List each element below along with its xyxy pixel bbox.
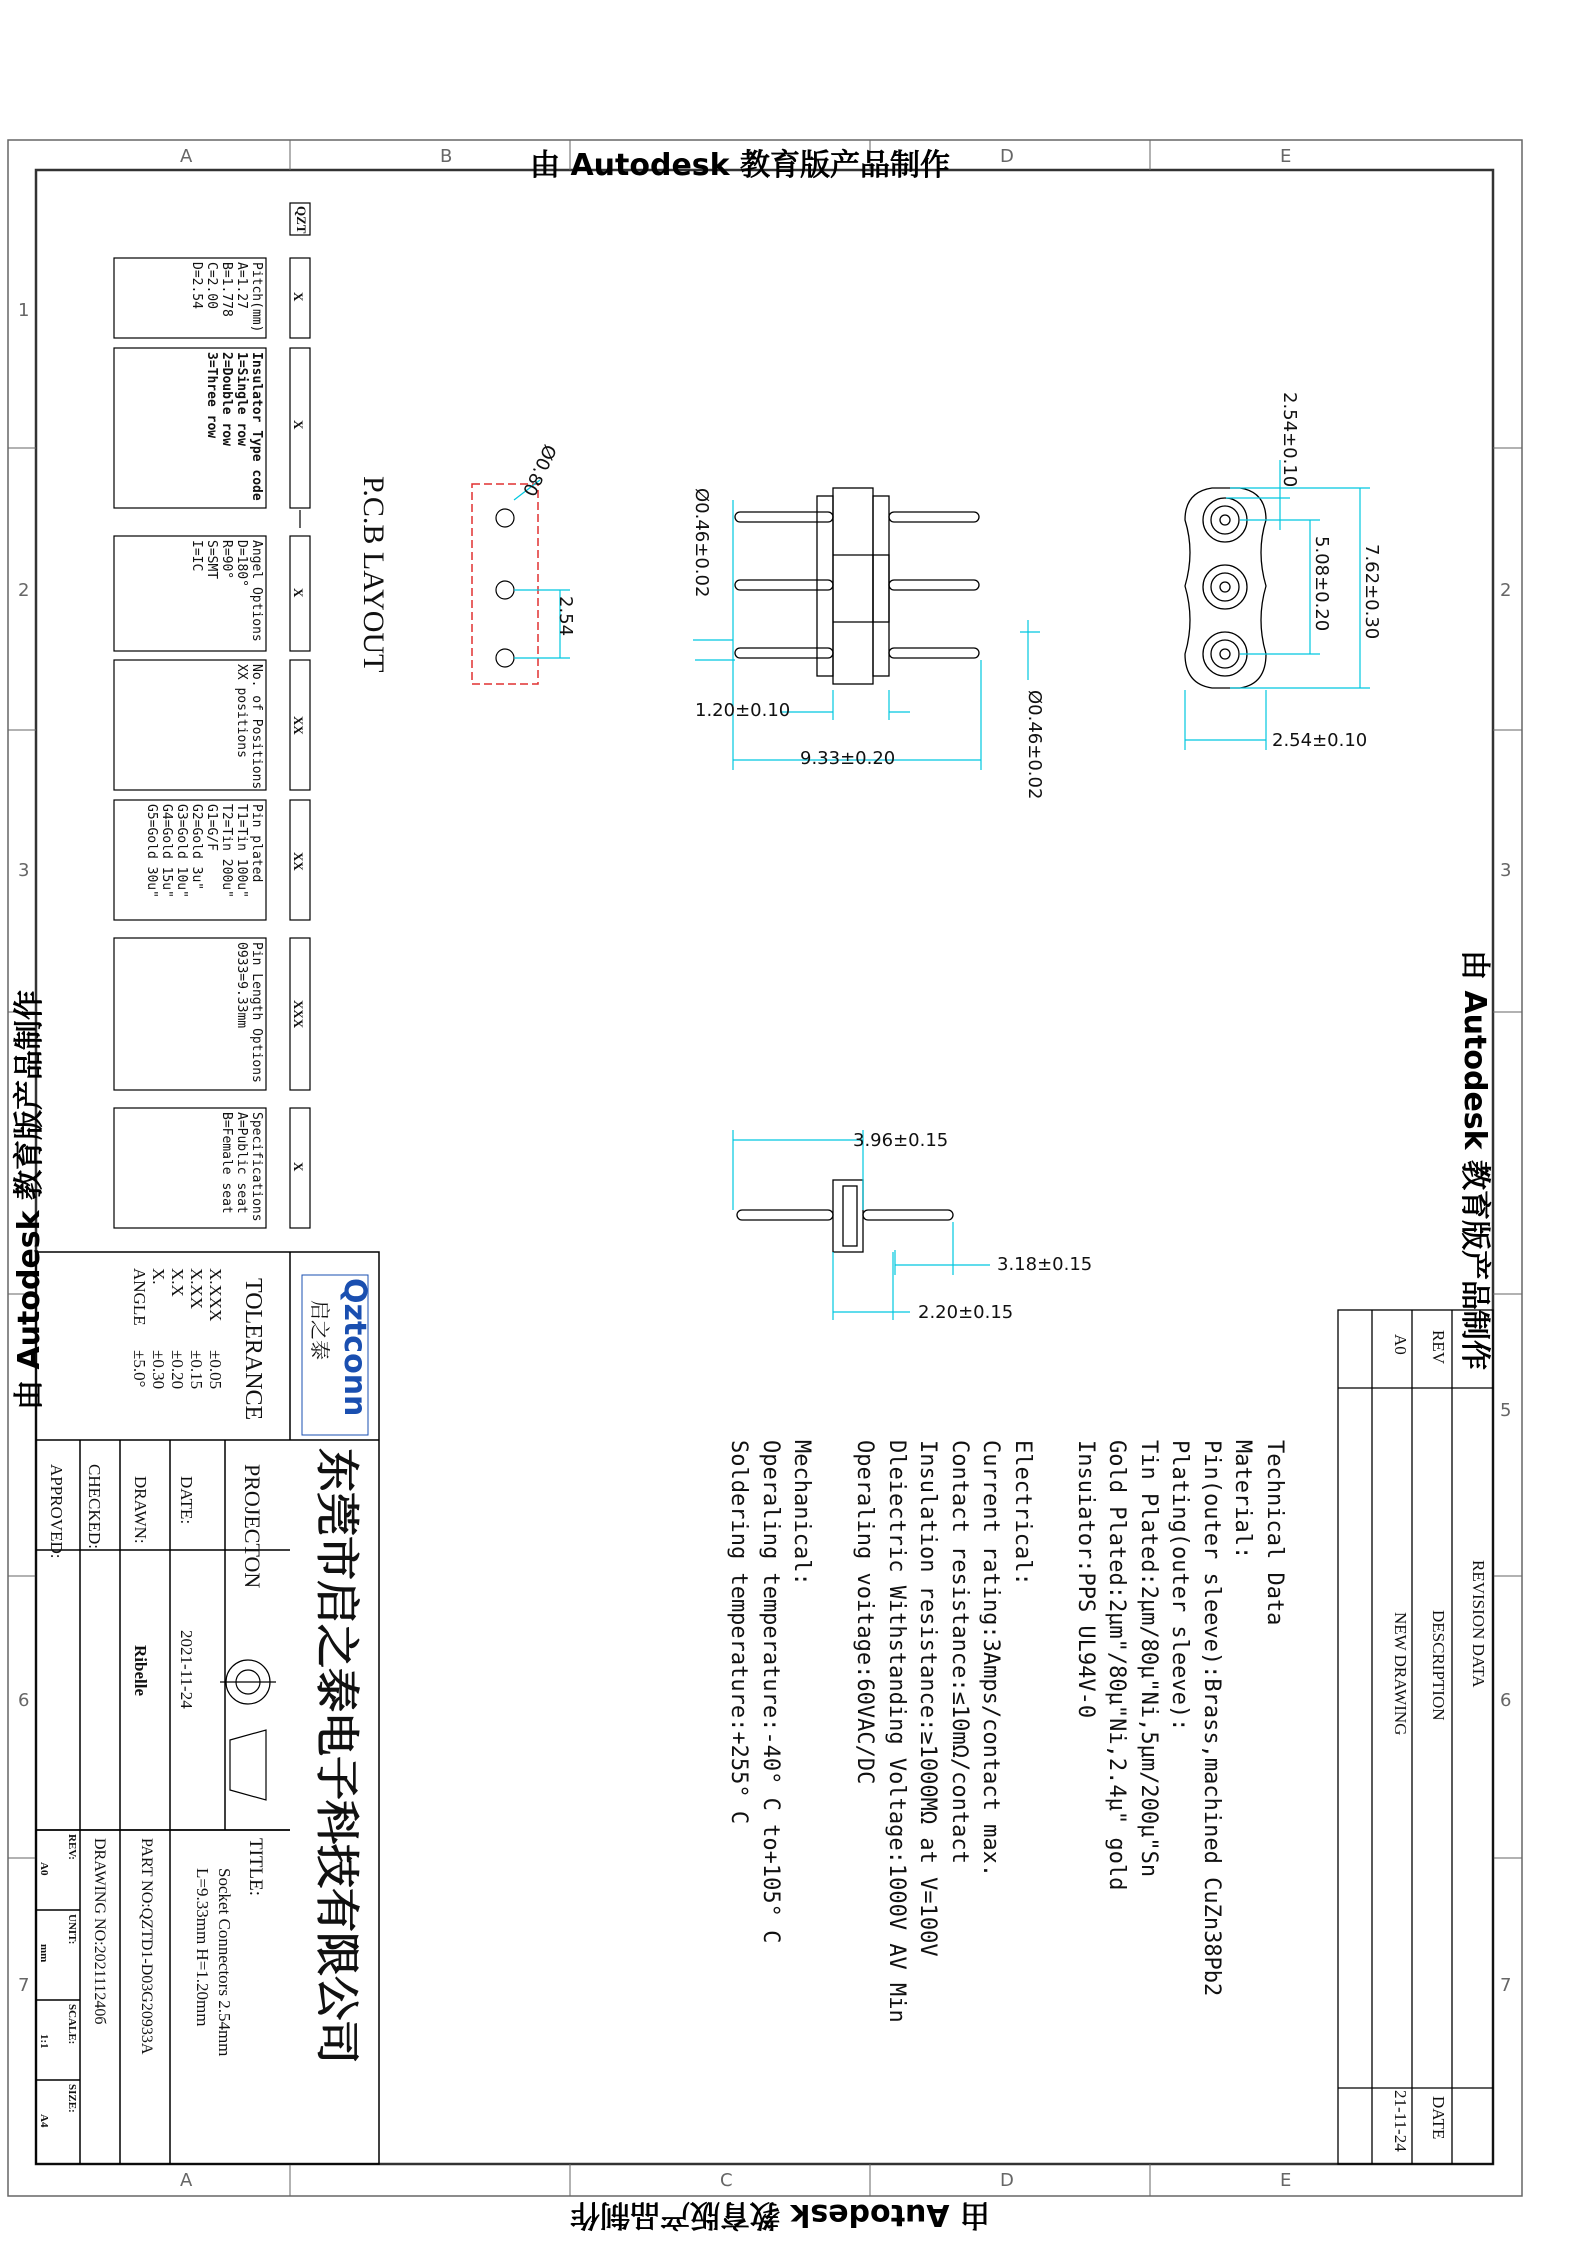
pcb-holes bbox=[496, 509, 514, 667]
dim-front-spacing: 5.08±0.20 bbox=[1311, 536, 1332, 632]
zone-number-2-right: 2 bbox=[1500, 580, 1512, 601]
zone-number-1: 1 bbox=[18, 300, 30, 321]
zone-number-7: 7 bbox=[18, 1975, 30, 1996]
part-code-spec: X bbox=[291, 1162, 306, 1172]
option-length: Pin Length Options 0933=9.33mm bbox=[234, 942, 264, 1083]
technical-data-line: Material: bbox=[1230, 1440, 1256, 1560]
checked-label: CHECKED: bbox=[85, 1464, 104, 1549]
option-positions: No. of Positions XX positions bbox=[234, 664, 264, 790]
tolerance-format: X.XX bbox=[187, 1268, 206, 1310]
technical-data-line: Mechanical: bbox=[789, 1440, 815, 1586]
approved-label: APPROVED: bbox=[47, 1464, 66, 1559]
rev-value: A0 bbox=[38, 1862, 50, 1876]
watermark-top: 由 Autodesk 教育版产品制作 bbox=[530, 148, 951, 183]
date-value: 2021-11-24 bbox=[177, 1630, 196, 1709]
zone-letter-a-bottom: A bbox=[180, 2170, 193, 2191]
projection-symbol bbox=[220, 1660, 276, 1800]
zone-number-2: 2 bbox=[18, 580, 30, 601]
drawing-number: DRAWING NO:202111240б bbox=[91, 1838, 108, 2025]
technical-data-line: Contact resistance:≤10mΩ/contact bbox=[947, 1440, 972, 1864]
tolerance-row bbox=[187, 1268, 206, 1389]
tolerance-value: ±5.0° bbox=[130, 1350, 149, 1388]
scale-label: SCALE: bbox=[66, 2004, 78, 2045]
tolerance-row bbox=[149, 1268, 168, 1389]
tolerance-value: ±0.30 bbox=[149, 1350, 168, 1390]
tolerance-title: TOLERANCE bbox=[240, 1278, 266, 1421]
unit-label: UNIT: bbox=[66, 1914, 78, 1945]
pcb-pitch: 2.54 bbox=[555, 596, 576, 637]
revision-header-description: DESCRIPTION bbox=[1429, 1610, 1448, 1721]
company-name: 东莞市启之泰电子科技有限公司 bbox=[311, 1448, 362, 2064]
single-pin-dims bbox=[733, 1130, 990, 1320]
pcb-layout-box bbox=[472, 484, 538, 684]
size-value: A4 bbox=[38, 2114, 50, 2128]
drawn-label: DRAWN: bbox=[131, 1476, 150, 1544]
dim-side-head: 2.20±0.15 bbox=[918, 1302, 1014, 1323]
dim-pin-length: 9.33±0.20 bbox=[800, 748, 896, 769]
technical-data-line: Operaling temperature:-40° C to+105° C bbox=[758, 1440, 783, 1944]
technical-data-line: Technical Data bbox=[1262, 1440, 1287, 1626]
front-view-connector bbox=[1185, 488, 1266, 688]
technical-data-line: Pin(outer sleeve):Brass,machined CuZn38Pb2 bbox=[1199, 1440, 1224, 1997]
dim-pin-dia-right: Ø0.46±0.02 bbox=[1024, 690, 1045, 800]
tolerance-row bbox=[130, 1268, 149, 1389]
zone-number-6: 6 bbox=[18, 1690, 30, 1711]
zone-number-5-right: 5 bbox=[1500, 1400, 1512, 1421]
technical-data-line: Current rating:3Amps/contact max. bbox=[978, 1440, 1004, 1878]
zone-letter-a: A bbox=[180, 146, 193, 167]
option-angle: Angel Options D=180° R=90° S=SMT I=IC bbox=[189, 540, 264, 642]
zone-letter-e: E bbox=[1280, 146, 1292, 167]
revision-rev-value: A0 bbox=[1391, 1334, 1410, 1355]
drawn-value: Ribelle bbox=[131, 1645, 150, 1696]
option-spec: Specifications A=Public seat B=Female seat bbox=[219, 1112, 264, 1222]
zone-number-3-right: 3 bbox=[1500, 860, 1512, 881]
dim-front-length: 7.62±0.30 bbox=[1361, 544, 1382, 640]
tolerance-row bbox=[168, 1268, 187, 1389]
title-label: TITLE: bbox=[245, 1838, 266, 1897]
scale-value: 1:1 bbox=[38, 2034, 50, 2049]
zone-letter-d: D bbox=[1000, 146, 1014, 167]
option-insulator: Insulator Type code 1=Single row 2=Double row 3=Three row bbox=[204, 352, 264, 501]
revision-description-value: NEW DRAWING bbox=[1391, 1612, 1410, 1736]
date-label: DATE: bbox=[177, 1476, 196, 1525]
part-code-insulator: X bbox=[291, 420, 306, 430]
revision-date-value: 21-11-24 bbox=[1391, 2090, 1410, 2152]
revision-title: REVISION DATA bbox=[1469, 1560, 1488, 1688]
single-pin-view bbox=[737, 1180, 953, 1252]
dim-side-tail: 3.18±0.15 bbox=[997, 1254, 1093, 1275]
zone-letter-e-bottom: E bbox=[1280, 2170, 1292, 2191]
part-code-angle: X bbox=[291, 588, 306, 598]
zone-letter-b: B bbox=[440, 146, 453, 167]
part-code-prefix: QZT bbox=[294, 206, 309, 234]
part-code-positions: XX bbox=[291, 716, 306, 735]
watermark-right: 由 Autodesk 教育版产品制作 bbox=[1457, 950, 1492, 1371]
tolerance-row bbox=[206, 1268, 225, 1389]
title-line-2: L=9.33mm H=1.20mm bbox=[193, 1868, 212, 2027]
watermark-left: 由 Autodesk 教育版产品制作 bbox=[12, 989, 47, 1410]
dim-pin-dia-left: Ø0.46±0.02 bbox=[691, 488, 712, 598]
size-label: SIZE: bbox=[66, 2084, 78, 2113]
part-code-length: XXX bbox=[291, 1000, 306, 1029]
zone-number-6-right: 6 bbox=[1500, 1690, 1512, 1711]
projection-label: PROJECTON bbox=[240, 1464, 265, 1589]
tolerance-format: X.X bbox=[168, 1268, 187, 1297]
technical-data-line: Plating(outer sleeve): bbox=[1167, 1440, 1193, 1732]
technical-data-line: Gold Plated:2μm"/80μ"Ni,2.4μ" gold bbox=[1104, 1440, 1130, 1891]
option-pitch: Pitch(mm) A=1.27 B=1.778 C=2.00 D=2.54 bbox=[189, 262, 264, 333]
technical-data bbox=[723, 1440, 1290, 2023]
title-line-1: Socket Connectors 2.54mm bbox=[215, 1868, 234, 2057]
technical-data-line bbox=[818, 1440, 850, 2023]
technical-data-line: Insuiator:PPS UL94V-0 bbox=[1073, 1440, 1098, 1719]
tolerance-value: ±0.20 bbox=[168, 1350, 187, 1390]
zone-letter-d-bottom: D bbox=[1000, 2170, 1014, 2191]
revision-table bbox=[1338, 1310, 1493, 2164]
tolerance-value: ±0.15 bbox=[187, 1350, 206, 1390]
technical-data-line: Dleiectric Withstanding Voltage:1000V AV Min bbox=[884, 1440, 909, 2023]
tolerance-format: X.XXX bbox=[206, 1268, 225, 1322]
tolerance-value: ±0.05 bbox=[206, 1350, 225, 1390]
pcb-hole-diameter: Ø0.80 bbox=[518, 441, 560, 500]
part-code-plating: XX bbox=[291, 852, 306, 871]
revision-header-rev: REV bbox=[1429, 1330, 1448, 1364]
watermark-bottom: 由 Autodesk 教育版产品制作 bbox=[569, 2197, 990, 2232]
technical-data-line: Operaling voitage:60VAC/DC bbox=[852, 1440, 878, 1785]
technical-data-line: Soldering temperature:+255° C bbox=[726, 1440, 752, 1825]
logo-subtext: 启之泰 bbox=[308, 1300, 332, 1360]
zone-letter-c-bottom: C bbox=[720, 2170, 733, 2191]
zone-number-3: 3 bbox=[18, 860, 30, 881]
zone-number-7-right: 7 bbox=[1500, 1975, 1512, 1996]
tolerance-list bbox=[130, 1268, 225, 1389]
side-view-dims bbox=[693, 500, 1040, 770]
pcb-layout-title: P.C.B LAYOUT bbox=[357, 476, 390, 673]
revision-header-date: DATE bbox=[1429, 2096, 1448, 2140]
part-number: PART NO:QZTD1-D03G20933A bbox=[138, 1838, 155, 2055]
tolerance-format: X. bbox=[149, 1268, 168, 1285]
dim-sleeve-height: 1.20±0.10 bbox=[695, 700, 791, 721]
technical-data-line: Tin Plated:2μm/80μ"Ni,5μm/200μ"Sn bbox=[1136, 1440, 1161, 1878]
tolerance-format: ANGLE bbox=[130, 1268, 149, 1326]
option-plating: Pin plated T1=Tin 100u" T2=Tin 200u" G1=G/F G2=Gold 3u" G3=Gold 10u" G4=Gold 15u" G5=Gold 30u" bbox=[144, 804, 264, 898]
unit-value: mm bbox=[38, 1944, 50, 1963]
technical-data-line: Insulation resistance:≥1000MΩ at V=100V bbox=[915, 1440, 941, 1957]
technical-data-line: Electrical: bbox=[1010, 1440, 1035, 1586]
logo-text: Qztconn bbox=[337, 1278, 372, 1417]
technical-data-line bbox=[1038, 1440, 1070, 2023]
side-view-connector bbox=[735, 488, 979, 684]
rev-label: REV: bbox=[66, 1834, 78, 1860]
part-code-pitch: X bbox=[291, 292, 306, 302]
dim-front-width: 2.54±0.10 bbox=[1272, 730, 1368, 751]
dim-front-pitch: 2.54±0.10 bbox=[1279, 392, 1300, 488]
dim-side-sleeve: 3.96±0.15 bbox=[853, 1130, 949, 1151]
